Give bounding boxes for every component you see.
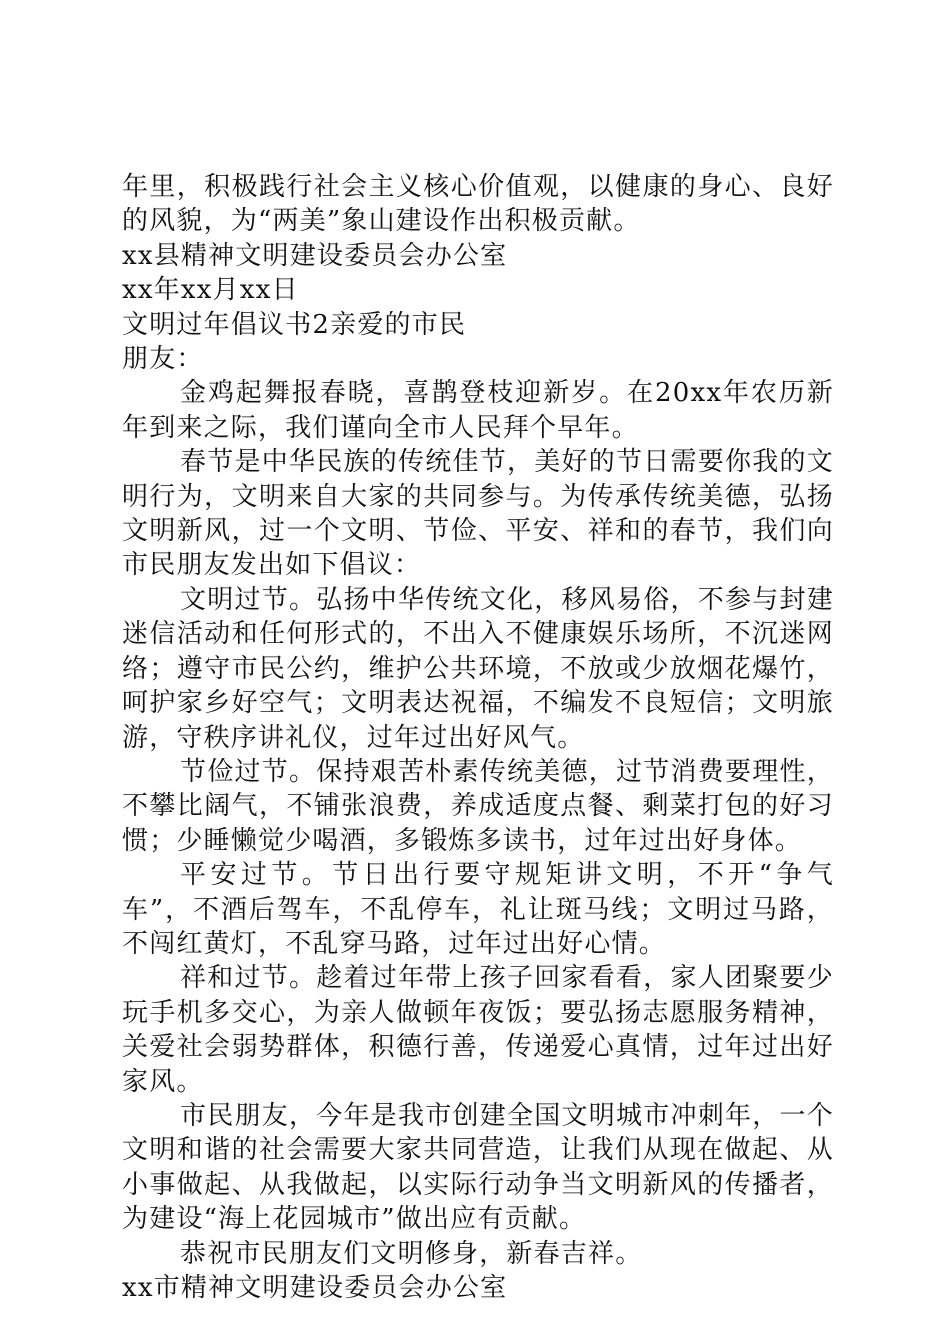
paragraph-call-to-action: 市民朋友，今年是我市创建全国文明城市冲刺年，一个文明和谐的社会需要大家共同营造，让我们从现在做起、从小事做起、从我做起，以实际行动争当文明新风的传播者，为建设“海上花园城市”做出应有贡献。: [122, 1100, 834, 1235]
document-body: [122, 170, 834, 1305]
paragraph-blessing: 恭祝市民朋友们文明修身，新春吉祥。: [180, 1238, 643, 1269]
paragraph-harmonious-festival: 祥和过节。趁着过年带上孩子回家看看，家人团聚要少玩手机多交心，为亲人做顿年夜饭；要弘扬志愿服务精神，关爱社会弱势群体，积德行善，传递爱心真情，过年过出好家风。: [122, 963, 834, 1097]
paragraph-closing-previous: 年里，积极践行社会主义核心价值观，以健康的身心、良好的风貌，为“两美”象山建设作出积极贡献。: [122, 172, 834, 237]
paragraph-civilized-festival: 文明过节。弘扬中华传统文化，移风易俗，不参与封建迷信活动和任何形式的，不出入不健康娱乐场所，不沉迷网络；遵守市民公约，维护公共环境，不放或少放烟花爆竹，呵护家乡好空气；文明表达祝福，不编发不良短信；文明旅游，守秩序讲礼仪，过年过出好风气。: [122, 584, 834, 753]
issue-date: xx年xx月xx日: [122, 275, 299, 306]
paragraph-frugal-festival: 节俭过节。保持艰苦朴素传统美德，过节消费要理性，不攀比阔气，不铺张浪费，养成适度点餐、剩菜打包的好习惯；少睡懒觉少喝酒，多锻炼多读书，过年过出好身体。: [122, 756, 834, 856]
issuer-county-office: xx县精神文明建设委员会办公室: [122, 240, 508, 271]
document-title: 文明过年倡议书2亲爱的市民: [122, 309, 467, 340]
paragraph-intro: 春节是中华民族的传统佳节，美好的节日需要你我的文明行为，文明来自大家的共同参与。为传承传统美德，弘扬文明新风，过一个文明、节俭、平安、祥和的春节，我们向市民朋友发出如下倡议：: [122, 447, 834, 581]
paragraph-greeting: 金鸡起舞报春晓，喜鹊登枝迎新岁。在20xx年农历新年到来之际，我们谨向全市人民拜个早年。: [122, 378, 834, 443]
issuer-city-office: xx市精神文明建设委员会办公室: [122, 1273, 508, 1303]
paragraph-safe-festival: 平安过节。节日出行要守规矩讲文明，不开“争气车”，不酒后驾车，不乱停车，礼让斑马线；文明过马路，不闯红黄灯，不乱穿马路，过年过出好心情。: [122, 860, 834, 959]
salutation: 朋友：: [122, 344, 204, 375]
